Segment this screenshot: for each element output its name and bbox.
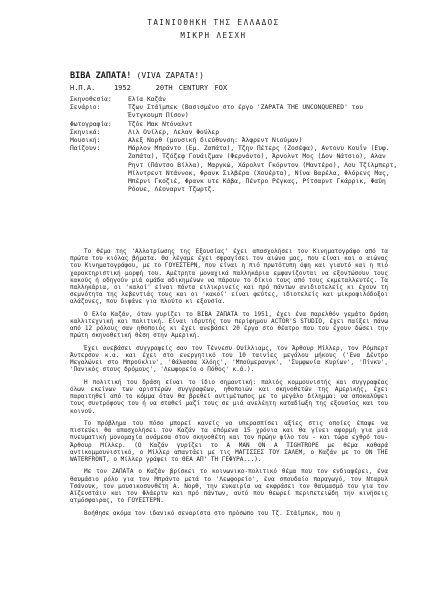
article-paragraph: Έχει ανεβάσει συγγραφείς σαν τον Τέννεσυ Ουίλλιαμς, τον Άρθουρ Μίλλερ, τον Ρόμπερτ Άντερσον κ.α. και έχει στο ενεργητικό του 10 ταινίες μεγάλου μήκους ('Ενα Δέντρο Μεγαλώνει στο Μπρούκλιν', 'Θάλασσα Χλόης', 'Μπούμερανγκ', 'Συμφωνία Κυρίων', 'Πίνκυ', 'Πανικός στους δρόμους', 'Λεωφορείο ο Πόθος' κ.ά.).	[70, 344, 388, 374]
credit-row-sets	[70, 129, 400, 137]
credit-row-screenplay	[70, 104, 400, 120]
production-info	[70, 84, 227, 92]
production-country: Η.Π.Α.	[70, 84, 96, 92]
credit-value: Ελία Καζάν	[128, 96, 166, 103]
credit-label: Σενάριο:	[70, 104, 101, 112]
film-title-line	[70, 71, 204, 81]
production-year: 1952	[113, 84, 131, 92]
credit-row-cast	[70, 145, 400, 194]
credit-value: Μάρλον Μπράντο (Εμ. Ζαπάτα), Τζην Πέτερς (Ζοσέφα), Αντονυ Κουΐν (Ευφ. Ζαπάτα), Τζόζεφ Γουάιζμαν (Φερνάντο), Άρνολντ Μος (Δον Νάτσιο), Αλαν Ρηντ (Πάντσο Βίλλα), Μαργκώ, Χάρολντ Γκόρντον (Μαντέρο), Λου Τζίλμπερτ, Μίλντρεντ Ντάννοκ, Φρανκ Σιλβέρα (Χουέρτα), Νίνα Βαρέλα, Φλόρενς Μας, Μπέρνι Γκοζιέ, Φρανκ υτε Κάβα, Πέντρο Ρέγκας, Ρίτσαρντ Γκάρρικ, Φαϋη Ρόουε, Λέοναρντ Τζωρτζ.	[128, 145, 398, 194]
article-paragraph: Ο Ελία Καζάν, όταν γυρίζει το ΒΙΒΑ ΖΑΠΑΤΑ το 1951, έχει ένα παρελθόν γεμάτο δράση καλλιτεχνική και πολιτική. Είναι ιδρυτής του περίφημου ACTOR'S STUDIO, έχει παίξει πάνω από 12 ρόλους σαν ηθοποιός κι έχει ανεβάσει 20 έργα στο θέατρο που του έχουν δώσει την πρώτη σκηνοθετική θέση στην Αμερική.	[70, 310, 388, 340]
article-paragraph: Το πρόβλημα του πόσο μπορεί κανείς να υπερασπίσει αξίες στις οποίες έπαψε να πιστεύει θα απασχολήσει τον Καζάν τα επόμενα 15 χρόνια και θα γίνει αφορμή για μιά πνευματική μονομαχία ανάμεσα στον σκηνοθέτη και τον πρώην φίλο του - και τώρα εχθρό του- Άρθουρ Μίλλερ. (Ο Καζάν γυρίζει το A MAN ON A TIGHTROPE με θέμα καθαρά αντικομμουνιστικό, ο Μίλλερ απαντάει με τις ΜΑΓΙΣΣΕΣ ΤΟΥ ΣΑΛΕΜ, ο Καζάν με το ON THE WATERFRONT, ο Μίλλερ γράφει το ΘΕΑ ΑΠ' ΤΗ ΓΕΦΥΡΑ...).	[70, 420, 388, 464]
credit-label: Μουσική:	[70, 137, 101, 145]
film-original-title: (VIVA ZAPATA!)	[136, 71, 204, 80]
archive-name: ΤΑΙΝΙΟΘΗΚΗ ΤΗΣ ΕΛΛΑΔΟΣ	[147, 18, 280, 27]
article-paragraph: Η πολιτική του δράση είναι το ίδιο σημαντική: παλιός κομμουνιστής και συγγραφέας όλων εκείνων των αριστερών συγγραφέων, ηθοποιών και σκηνοθετών της Αμερικής, έχει παραιτηθεί από το κόμμα όταν θα βρεθεί αντιμέτωπος με το μεγάλο δίλημμα: να αποκαλύψει τους συντρόφους του ή να σταθεί μαζί τους σε μιά ανελέητη καταδίωξη της εξουσίας και του κοινού.	[70, 378, 388, 415]
film-title: ΒΙΒΑ ΖΑΠΑΤΑ!	[70, 71, 132, 81]
article-paragraph: Βοήθησε ακόμα τον ιδανικό σεναρίστα στο πρόσωπο του Τζ. Στάϊμπεκ, που η	[84, 509, 341, 517]
credit-label: Σκηνοθεσία:	[70, 96, 112, 103]
production-studio: 20TH CENTURY FOX	[155, 84, 228, 92]
credit-value: Λιλ Ουίλερ, Λελαν Φούλερ	[128, 128, 219, 136]
credit-label: Φωτογραφία:	[70, 120, 112, 128]
club-name: ΜΙΚΡΗ ΛΕΣΧΗ	[180, 31, 247, 40]
credit-label: Παίζουν:	[70, 145, 101, 153]
credit-value: Τζων Στάϊμπεκ (Βασισμένο στο έργο 'ZAPATA THE UNCONQUERED' του Έντγκουμπ Πίσον)	[128, 104, 364, 120]
article-paragraph: Το θέμα της 'Αλλοτρίωσης της Εξουσίας' έχει απασχολήσει τον Κινηματογράφο από τα πρώτα του κιόλας βήματα. Θα λέγαμε έχει σφραγίσει τον αιώνα μας, που είναι και ο αιώνας του Κινηματογράφου, με το ΓΟΥΕΣΤΕΡΝ, που είναι η πιό πρωτότυπη όψη και γιαυτό και η πιό χαρακτηριστική μορφή του. Αμέτρητα μοναχικά παλληκάρια εμφανίζονται να εξοντώσουν τους κακούς ή οδηγούν μιά ομάδα αδικημένων να πάρουν το δίκιο τους από τους εκμεταλλευτές. Τα παλληκάρια, οι 'καλοί' είναι πάντα ειλικρινείς και πρό πάντων ανιδιοτελείς κι έχουν τη σεμνότητα της λεβεντιάς τους και οι 'κακοί' είναι φεύτες, ιδιοτελείς και μικροφιλόδοξοι αλάζονες, που διψάνε για πλούτο κι εξουσία.	[70, 248, 388, 306]
credits-list	[70, 96, 400, 194]
credit-row-music	[70, 137, 400, 145]
credit-value: Αλεξ Νορθ (μουσική διεύθυνση: Άλφρεντ Νιούμαν)	[128, 137, 303, 145]
article-body	[70, 248, 388, 522]
credit-row-director	[70, 96, 400, 104]
article-paragraph: Με τον ΖΑΠΑΤΑ ο Καζάν βρίσκει το κοινωνικο-πολιτικό θέμα που τον ενδιαφέρει, ένα θαυμάσιο ρόλο για τον Μπράντο μετά το 'Λεωφορείο', ένα σπουδαίο παραγωγό, τον Νταρυλ Τσάνουκ, τον μουσικοσυνθέτη Α. Νορθ, την ευκαιρία να εκφράσει τον θαυμασμό του για τον Αϊζενστάιν και τον Φλάερτυ και πρό πάντων, αυτό που θεωρεί περιπετειώδη την κινήσεις ατμόσφαιρας, το ΓΟΥΕΣΤΕΡΝ.	[70, 468, 388, 505]
credit-label: Σκηνικά:	[70, 128, 101, 136]
credit-row-photography	[70, 121, 400, 129]
credit-value: Τζόε Μακ Ντόναλντ	[128, 120, 193, 128]
